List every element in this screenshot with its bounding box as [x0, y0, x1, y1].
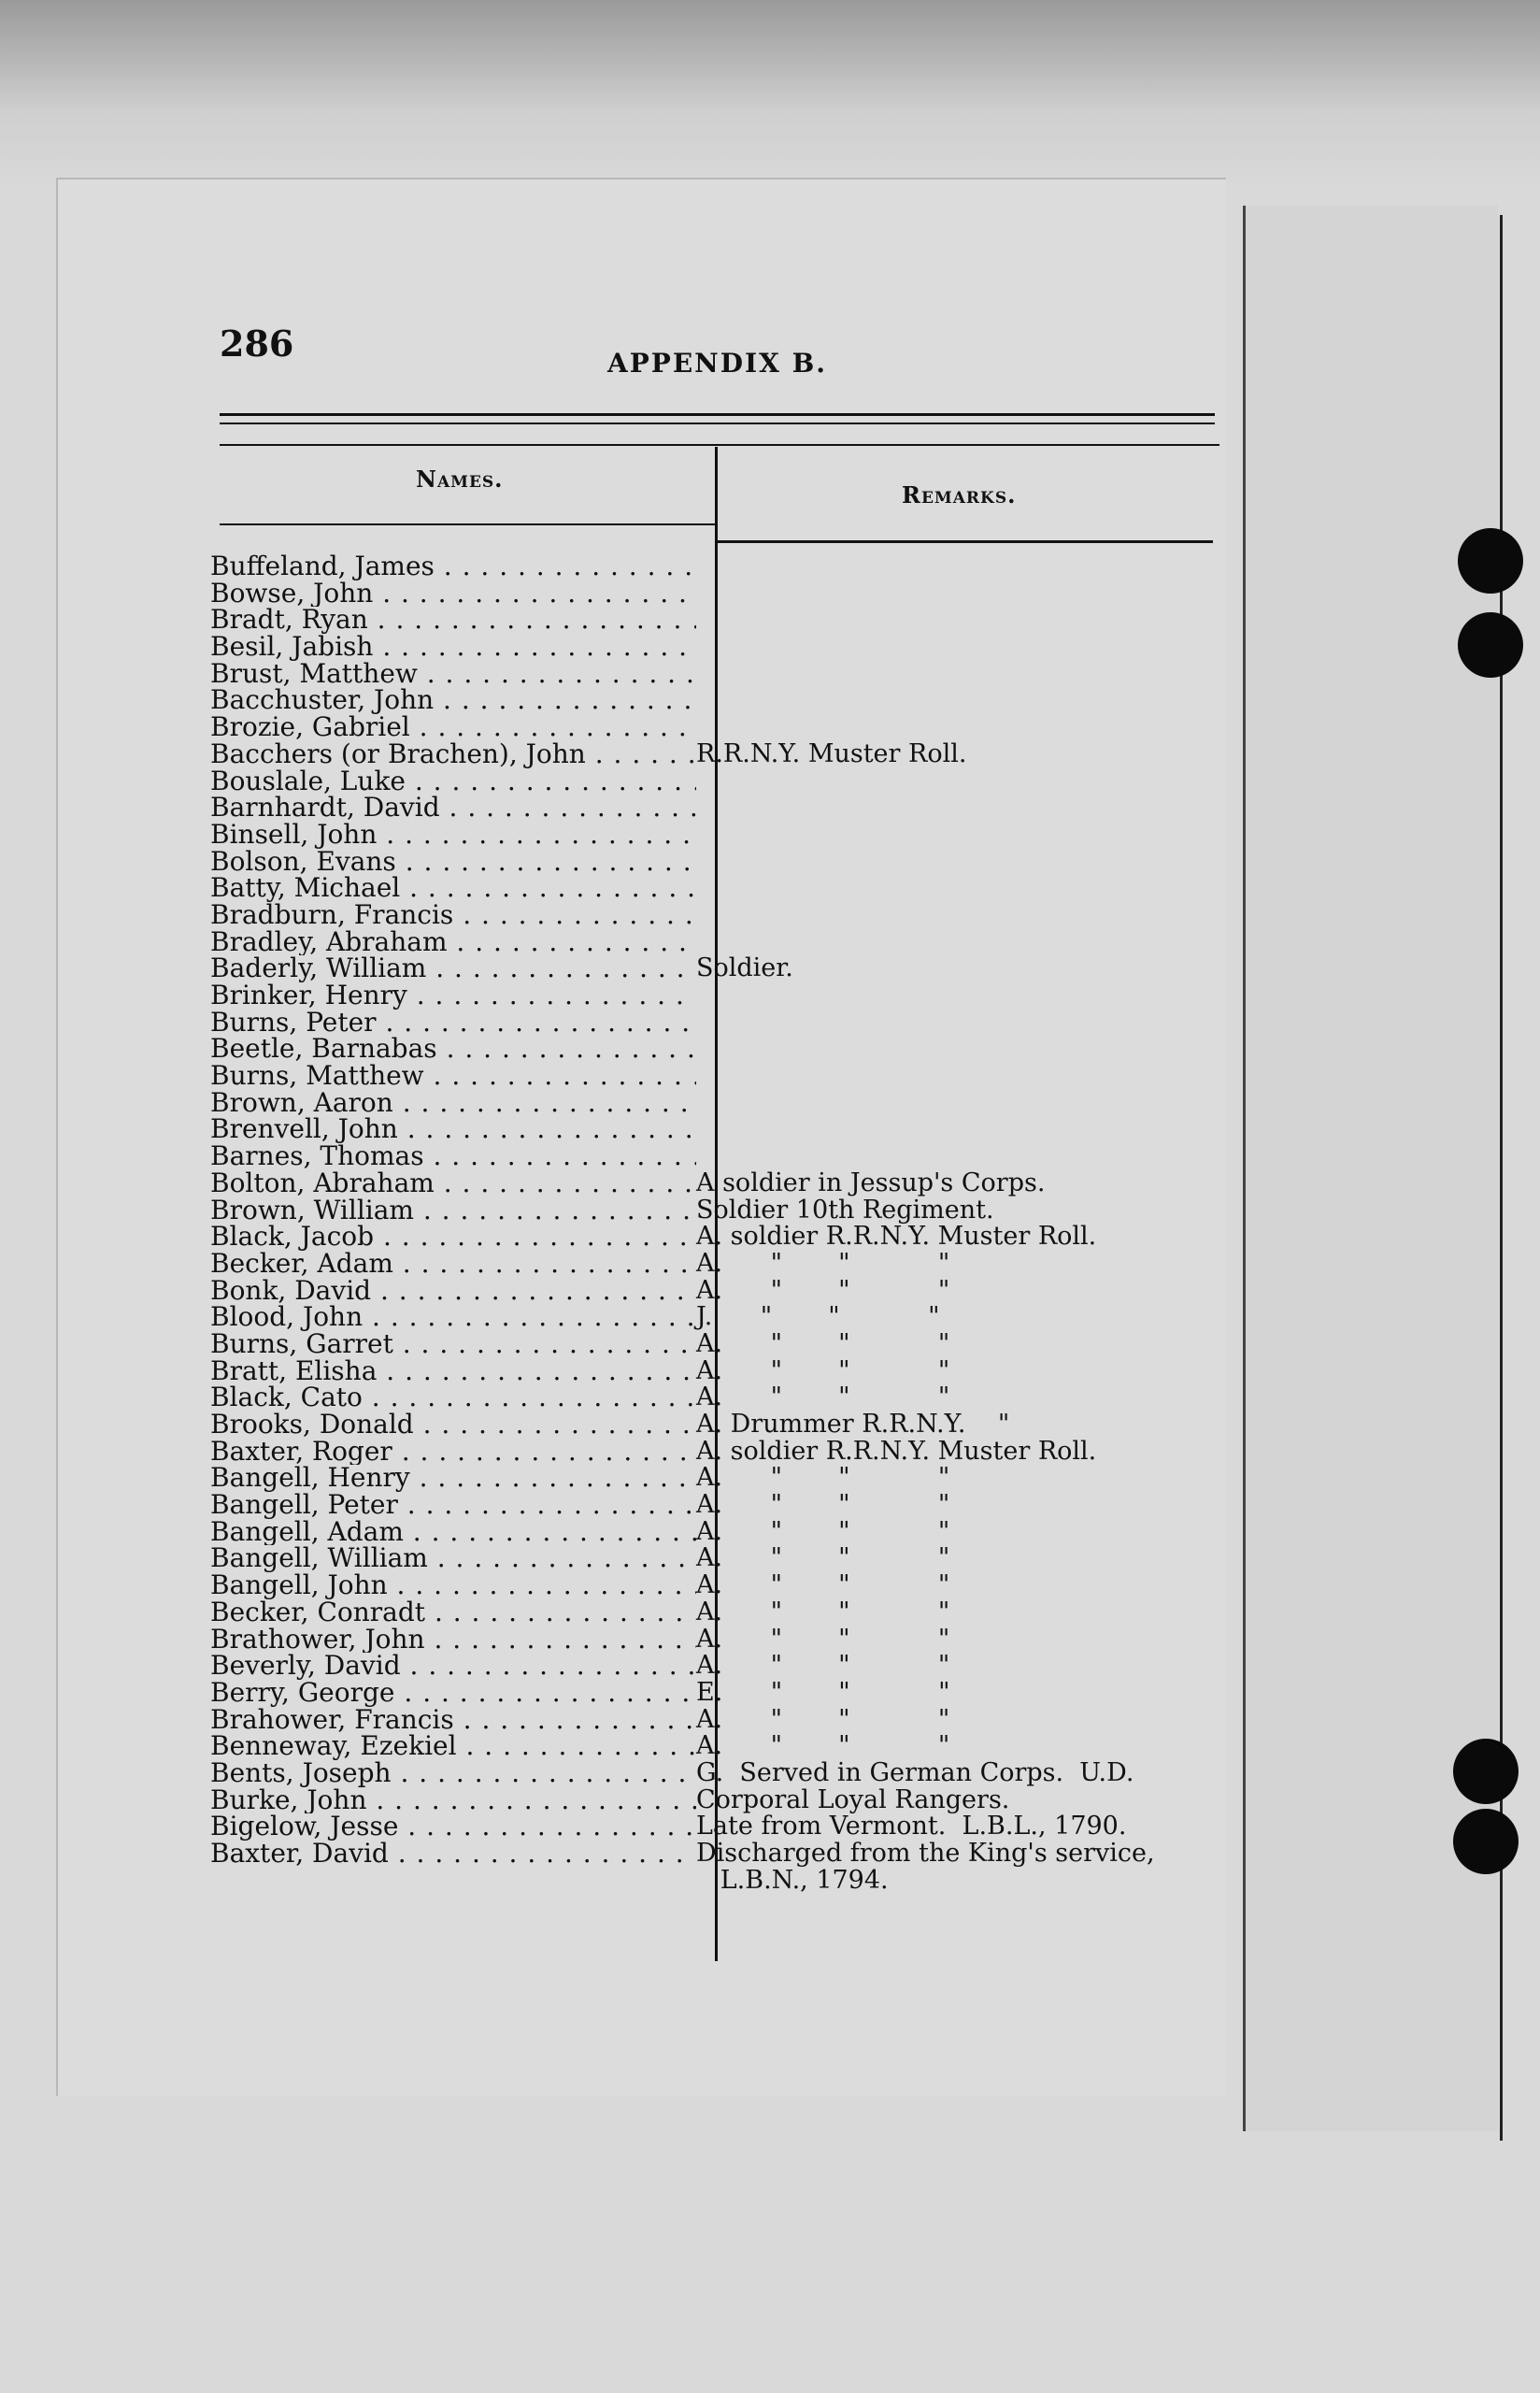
entry-remark: G. Served in German Corps. U.D. [696, 1757, 1134, 1787]
table-row [210, 1143, 1219, 1170]
entry-name: Beverly, David . . . [210, 1653, 696, 1680]
entry-name: Burke, John . . . [210, 1787, 696, 1814]
table-row [210, 607, 1219, 634]
table-row [210, 1757, 1219, 1787]
entry-name: Bangell, Adam . . . [210, 1519, 696, 1546]
table-row [210, 1516, 1219, 1546]
table-row [210, 1384, 1219, 1411]
table-row [210, 553, 1219, 580]
entry-name: Bradley, Abraham . . . [210, 929, 696, 956]
table-row [210, 1492, 1219, 1519]
table-row [210, 1248, 1219, 1278]
entry-name: Bacchers (or Brachen), John . . . [210, 741, 696, 768]
entry-remark: A. " " " [696, 1651, 950, 1681]
table-row [210, 1572, 1219, 1599]
entry-remark: A. " " " [696, 1624, 950, 1654]
table-row [210, 1677, 1219, 1707]
entry-name: Brozie, Gabriel . . . [210, 714, 696, 741]
table-row [210, 1170, 1219, 1197]
entry-name: Brooks, Donald . . . [210, 1411, 696, 1439]
page-number: 286 [220, 322, 294, 365]
table-row [210, 902, 1219, 929]
entry-name: Bolton, Abraham . . . [210, 1170, 696, 1197]
remarks-column-header: Remarks. [902, 481, 1017, 509]
entry-name: Buffeland, James . . . [210, 553, 696, 580]
entry-name: Baxter, David . . . [210, 1841, 696, 1868]
header-rule-inner [220, 444, 1219, 446]
entry-remark: Late from Vermont. L.B.L., 1790. [696, 1812, 1127, 1841]
table-row [210, 849, 1219, 876]
entry-remark: A. " " " [696, 1248, 950, 1278]
binder-hole [1458, 528, 1523, 594]
table-row [210, 1436, 1219, 1466]
entry-remark: A. " " " [696, 1570, 950, 1600]
table-row [210, 1784, 1219, 1814]
table-row [210, 929, 1219, 956]
entry-name: Bigelow, Jesse . . . [210, 1813, 696, 1841]
entry-name: Barnes, Thomas . . . [210, 1143, 696, 1170]
header-rule-double [220, 423, 1215, 424]
entry-name: Bangell, Peter . . . [210, 1492, 696, 1519]
entry-name: Bouslale, Luke . . . [210, 768, 696, 795]
entry-name: Bangell, William . . . [210, 1545, 696, 1572]
entry-remark: A. " " " [696, 1328, 950, 1358]
table-row [210, 1090, 1219, 1117]
entry-remark: A. " " " [696, 1383, 950, 1412]
entry-name: Bangell, John . . . [210, 1572, 696, 1599]
table-row [210, 1224, 1219, 1251]
entry-name: Bangell, Henry . . . [210, 1465, 696, 1492]
table-row [210, 1304, 1219, 1331]
table-row [210, 1411, 1219, 1439]
entry-name: Brown, William . . . [210, 1197, 696, 1225]
entry-remark: J. " " " [696, 1302, 940, 1332]
names-header-rule [220, 523, 715, 525]
entry-remark: A. " " " [696, 1597, 950, 1626]
table-row [210, 738, 1219, 768]
entry-remark: A. " " " [696, 1355, 950, 1385]
entry-remark: Soldier 10th Regiment. [696, 1195, 994, 1225]
entry-name: Binsell, John . . . [210, 822, 696, 849]
table-row [210, 1704, 1219, 1734]
entry-name: Beetle, Barnabas . . . [210, 1036, 696, 1063]
table-row [210, 634, 1219, 661]
table-row [210, 1197, 1219, 1225]
table-row [210, 1865, 1219, 1895]
entry-remark: A. " " " [696, 1704, 950, 1734]
entry-name: Brathower, John . . . [210, 1626, 696, 1654]
entry-name: Blood, John . . . [210, 1304, 696, 1331]
entry-remark: R.R.N.Y. Muster Roll. [696, 738, 967, 768]
table-row [210, 1275, 1219, 1305]
table-row [210, 795, 1219, 822]
entry-name: Brust, Matthew . . . [210, 661, 696, 688]
entry-name: Batty, Michael . . . [210, 875, 696, 902]
table-row [210, 1116, 1219, 1143]
entry-remark: A soldier in Jessup's Corps. [696, 1168, 1046, 1197]
entry-remark: A. " " " [696, 1490, 950, 1520]
entry-remark: Discharged from the King's service, [696, 1839, 1155, 1868]
entry-name: Black, Jacob . . . [210, 1224, 696, 1251]
entry-name: Berry, George . . . [210, 1680, 696, 1707]
table-row [210, 1626, 1219, 1654]
table-row [210, 822, 1219, 849]
entry-remark: A. " " " [696, 1516, 950, 1546]
table-row [210, 1841, 1219, 1868]
entry-remark: A. soldier R.R.N.Y. Muster Roll. [696, 1436, 1097, 1466]
entry-remark: A. " " " [696, 1463, 950, 1493]
table-row [210, 875, 1219, 902]
table-row [210, 768, 1219, 795]
entry-remark: A. soldier R.R.N.Y. Muster Roll. [696, 1222, 1097, 1252]
table-row [210, 1328, 1219, 1358]
entry-remark: A. Drummer R.R.N.Y. " [696, 1410, 1010, 1439]
scan-top-shadow [0, 0, 1540, 187]
table-row [210, 1599, 1219, 1626]
table-row [210, 1355, 1219, 1385]
entry-remark: A. " " " [696, 1731, 950, 1761]
entry-remark: A. " " " [696, 1275, 950, 1305]
entry-remark: A. " " " [696, 1543, 950, 1573]
entry-name: Burns, Peter . . . [210, 1010, 696, 1037]
table-row [210, 714, 1219, 741]
table-row [210, 1545, 1219, 1572]
entry-name: Bradburn, Francis . . . [210, 902, 696, 929]
entry-name: Bowse, John . . . [210, 580, 696, 608]
entry-name: Brenvell, John . . . [210, 1116, 696, 1143]
table-row [210, 1036, 1219, 1063]
entry-name: Brahower, Francis . . . [210, 1707, 696, 1734]
entry-name: Baderly, William . . . [210, 955, 696, 982]
table-row [210, 1010, 1219, 1037]
entry-name: Bradt, Ryan . . . [210, 607, 696, 634]
table-row [210, 955, 1219, 982]
entry-name: Besil, Jabish . . . [210, 634, 696, 661]
entry-name: Barnhardt, David . . . [210, 795, 696, 822]
table-row [210, 1063, 1219, 1090]
header-rule-top [220, 413, 1215, 416]
table-row [210, 1733, 1219, 1760]
entry-name: Bonk, David . . . [210, 1278, 696, 1305]
entry-remark: Soldier. [696, 953, 793, 983]
entry-name: Brinker, Henry . . . [210, 982, 696, 1010]
entry-name: Bents, Joseph . . . [210, 1760, 696, 1787]
names-column-header: Names. [416, 466, 504, 493]
entry-name: Burns, Matthew . . . [210, 1063, 696, 1090]
entry-name: Becker, Conradt . . . [210, 1599, 696, 1626]
table-row [210, 687, 1219, 714]
running-head: APPENDIX B. [607, 348, 828, 379]
remarks-header-rule [718, 540, 1213, 543]
table-row [210, 1653, 1219, 1680]
table-row [210, 982, 1219, 1010]
binder-hole [1453, 1809, 1519, 1874]
entry-name: Black, Cato . . . [210, 1384, 696, 1411]
entry-name: Bratt, Elisha . . . [210, 1358, 696, 1385]
table-row [210, 1813, 1219, 1841]
table-row [210, 580, 1219, 608]
entry-remark: E. " " " [696, 1677, 950, 1707]
entry-name: Bacchuster, John . . . [210, 687, 696, 714]
roster-table [210, 553, 1219, 1894]
binder-hole [1453, 1739, 1519, 1804]
entry-name: Brown, Aaron . . . [210, 1090, 696, 1117]
entry-name: Burns, Garret . . . [210, 1331, 696, 1358]
binder-hole [1458, 612, 1523, 678]
entry-remark: Corporal Loyal Rangers. [696, 1784, 1010, 1814]
entry-name: Becker, Adam . . . [210, 1251, 696, 1278]
entry-name: Bolson, Evans . . . [210, 849, 696, 876]
entry-name: Baxter, Roger . . . [210, 1439, 696, 1466]
table-row [210, 1465, 1219, 1492]
table-row [210, 661, 1219, 688]
entry-remark: L.B.N., 1794. [696, 1865, 889, 1895]
entry-name: Benneway, Ezekiel . . . [210, 1733, 696, 1760]
